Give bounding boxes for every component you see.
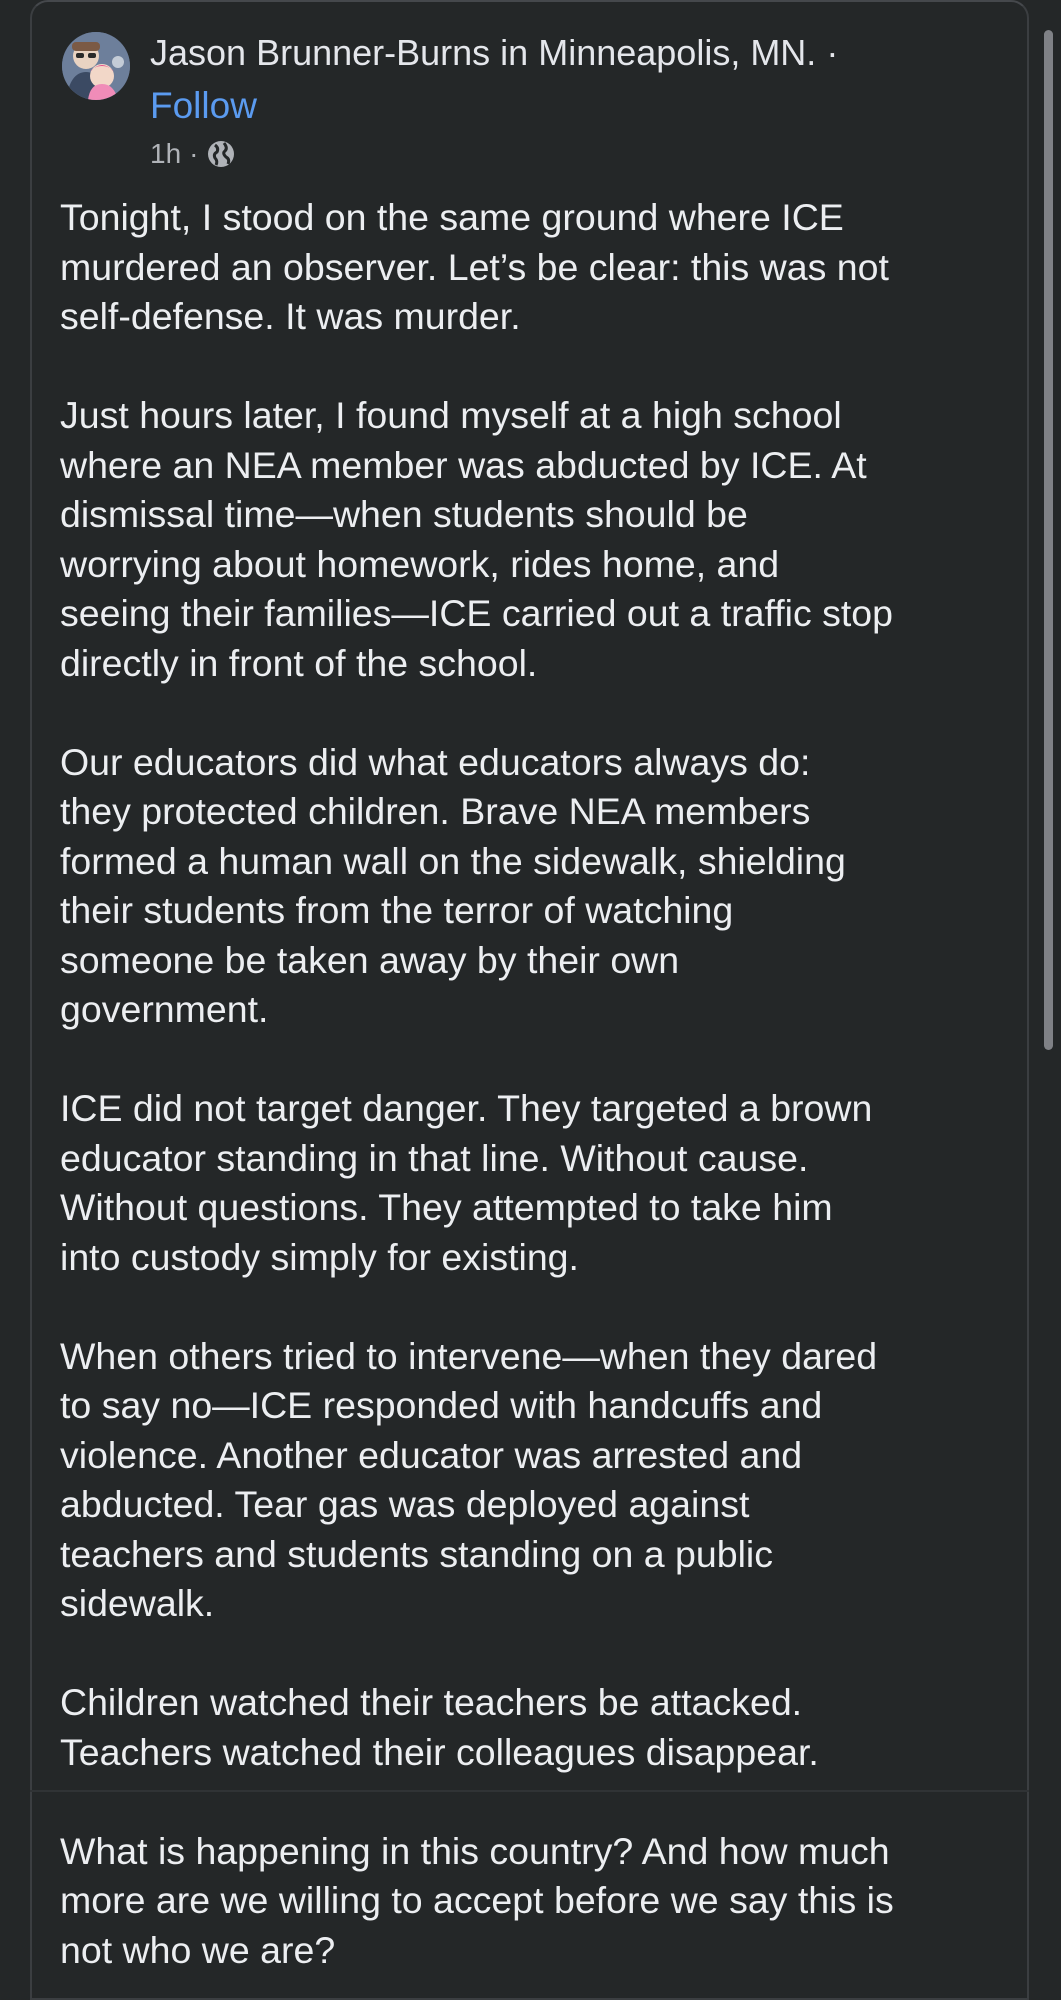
location-prefix: in (490, 32, 539, 73)
avatar-image (62, 32, 130, 100)
post-paragraph: What is happening in this country? And how much more are we willing to accept before we say this is not who we are? (60, 1829, 894, 1971)
post-paragraph: ICE did not target danger. They targeted a brown educator standing in that line. Without cause. Without questions. They attempted to take him into custody simply for existing. (60, 1087, 873, 1278)
post-paragraph: Just hours later, I found myself at a high school where an NEA member was abducted by ICE. At dismissal time—when students should be worrying about homework, rides home, and seeing their families—ICE carried out a traffic stop directly in front of the school. (60, 394, 894, 684)
post-meta (150, 136, 236, 172)
post-paragraph: Children watched their teachers be attacked. Teachers watched their colleagues disappear. (60, 1681, 819, 1773)
post-paragraph: Tonight, I stood on the same ground where ICE murdered an observer. Let’s be clear: this was not self-defense. It was murder. (60, 196, 889, 337)
post-header (62, 26, 1022, 176)
author-name[interactable]: Jason Brunner-Burns (150, 32, 491, 73)
follow-button[interactable]: Follow (150, 85, 257, 126)
timestamp[interactable]: 1h (150, 138, 182, 169)
post-paragraph: When others tried to intervene—when they dared to say no—ICE responded with handcuffs and violence. Another educator was arrested and abducted. Tear gas was deployed against teachers and students standing on a public sidewalk. (60, 1334, 878, 1624)
globe-icon (206, 139, 236, 169)
post-body (60, 193, 1010, 2000)
avatar[interactable] (62, 32, 130, 100)
location-name[interactable]: Minneapolis, MN. (538, 32, 817, 73)
meta-separator: · (189, 138, 199, 169)
author-line (150, 32, 838, 74)
post-paragraph: Our educators did what educators always do: they protected children. Brave NEA members formed a human wall on the sidewalk, shielding their students from the terror of watching someone be taken away by their own government. (60, 740, 846, 1030)
trailing-dot: · (816, 32, 839, 73)
scrollbar[interactable] (1044, 30, 1053, 1050)
